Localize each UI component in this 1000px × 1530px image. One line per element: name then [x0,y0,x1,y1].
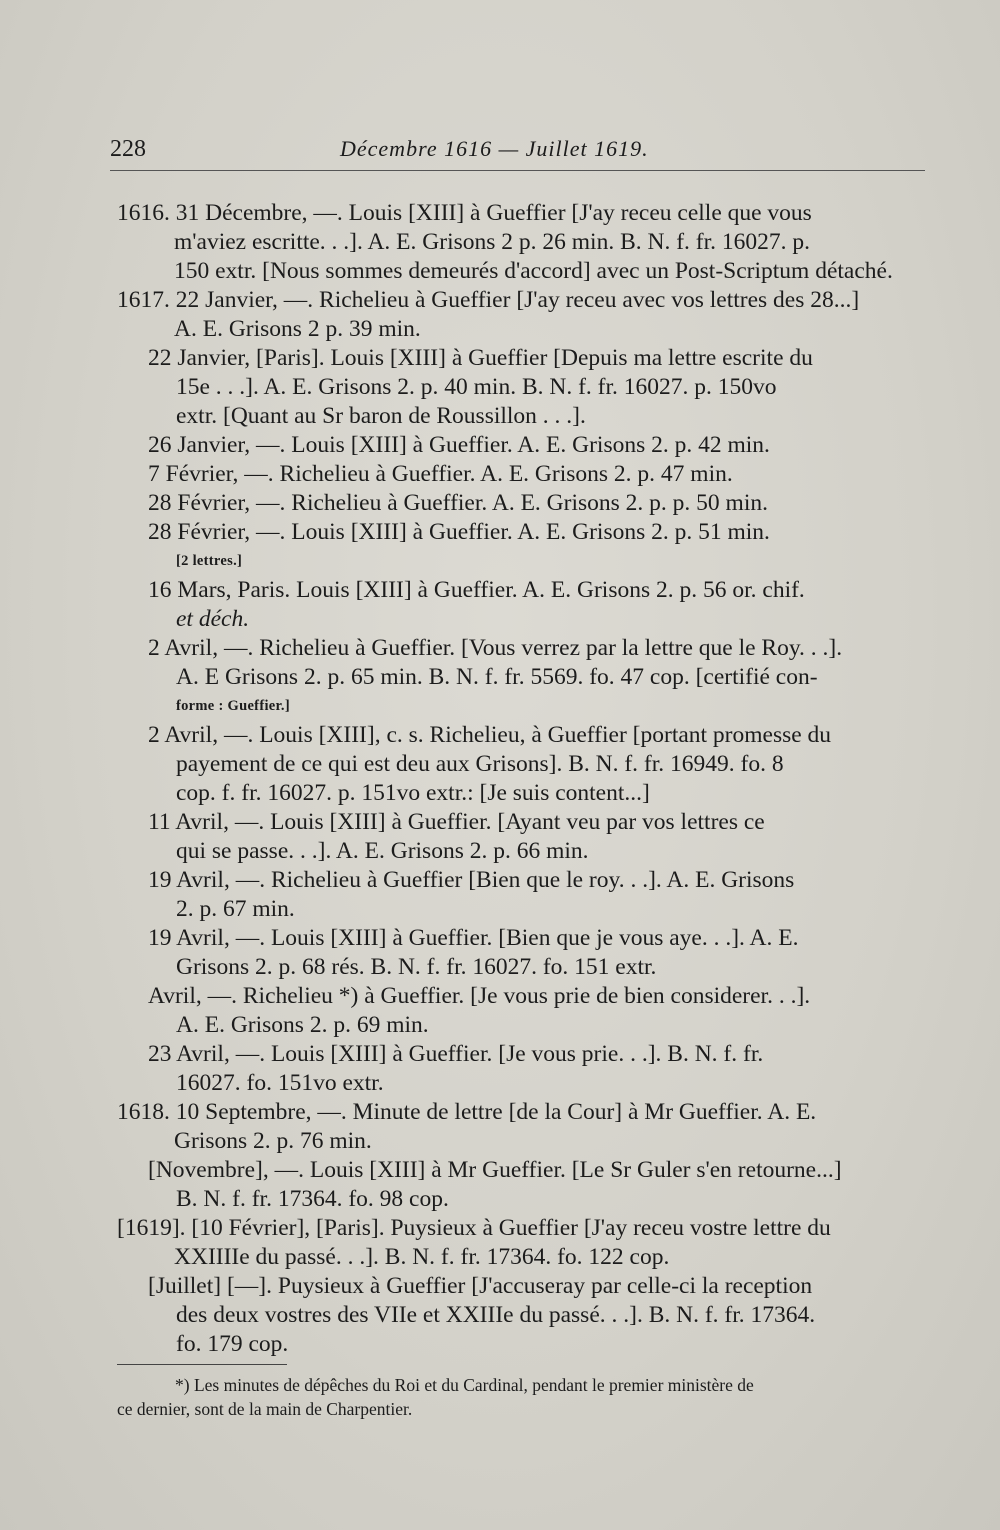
entry-1617-01-26 [0,431,1000,460]
entry-line: 1618. 10 Septembre, —. Minute de lettre [de la Cour] à Mr Gueffier. A. E. [117,1099,817,1125]
entry-1617-01-22 [0,286,1000,344]
entry-line: 150 extr. [Nous sommes demeurés d'accord] avec un Post-Scriptum détaché. [174,258,893,284]
entry-line: 23 Avril, —. Louis [XIII] à Gueffier. [Je vous prie. . .]. B. N. f. fr. [148,1041,764,1067]
entry-line: et déch. [176,606,250,632]
entry-1617-04-19-louis [0,924,1000,982]
entry-line: fo. 179 cop. [176,1331,289,1357]
entry-line: A. E. Grisons 2. p. 69 min. [176,1012,429,1038]
entry-line: A. E. Grisons 2 p. 39 min. [174,316,421,342]
entry-line: payement de ce qui est deu aux Grisons]. B. N. f. fr. 16949. fo. 8 [176,751,784,777]
running-title: Décembre 1616 — Juillet 1619. [340,136,649,161]
entry-line: 28 Février, —. Richelieu à Gueffier. A. E. Grisons 2. p. p. 50 min. [148,490,768,516]
entry-line: m'aviez escritte. . .]. A. E. Grisons 2 p. 26 min. B. N. f. fr. 16027. p. [174,229,811,255]
entry-line: Grisons 2. p. 68 rés. B. N. f. fr. 16027. fo. 151 extr. [176,954,657,980]
entry-line: des deux vostres des VIIe et XXIIIe du passé. . .]. B. N. f. fr. 17364. [176,1302,816,1328]
header-rule [110,170,925,171]
entry-line: [Novembre], —. Louis [XIII] à Mr Gueffier. [Le Sr Guler s'en retourne...] [148,1157,842,1183]
entry-line: 11 Avril, —. Louis [XIII] à Gueffier. [Ayant veu par vos lettres ce [148,809,765,835]
entry-1619-02-10 [0,1214,1000,1272]
entry-line: 16 Mars, Paris. Louis [XIII] à Gueffier. A. E. Grisons 2. p. 56 or. chif. [148,577,805,603]
entry-1619-07 [0,1272,1000,1359]
entry-line: 1617. 22 Janvier, —. Richelieu à Gueffier [J'ay receu avec vos lettres des 28...] [117,287,860,313]
entry-1617-02-07 [0,460,1000,489]
entry-line: [1619]. [10 Février], [Paris]. Puysieux à Gueffier [J'ay receu vostre lettre du [117,1215,831,1241]
entry-line: 1616. 31 Décembre, —. Louis [XIII] à Gueffier [J'ay receu celle que vous [117,200,812,226]
entry-line: 26 Janvier, —. Louis [XIII] à Gueffier. A. E. Grisons 2. p. 42 min. [148,432,770,458]
entry-line: 15e . . .]. A. E. Grisons 2. p. 40 min. B. N. f. fr. 16027. p. 150vo [176,374,777,400]
entry-1617-04-avril [0,982,1000,1040]
entry-line: 7 Février, —. Richelieu à Gueffier. A. E. Grisons 2. p. 47 min. [148,461,733,487]
entry-line: 19 Avril, —. Louis [XIII] à Gueffier. [Bien que je vous aye. . .]. A. E. [148,925,799,951]
entry-line: [Juillet] [—]. Puysieux à Gueffier [J'accuseray par celle-ci la reception [148,1273,813,1299]
entry-1618-11 [0,1156,1000,1214]
entry-1617-02-28-louis [0,518,1000,576]
footnote-line: *) Les minutes de dépêches du Roi et du Cardinal, pendant le premier ministère de [175,1375,754,1395]
entry-1616-12-31 [0,199,1000,286]
entry-line: XXIIIIe du passé. . .]. B. N. f. fr. 17364. fo. 122 cop. [174,1244,670,1270]
entry-1617-04-19-richelieu [0,866,1000,924]
entry-1617-02-28-richelieu [0,489,1000,518]
entry-line: cop. f. fr. 16027. p. 151vo extr.: [Je suis content...] [176,780,650,806]
entry-1617-04-23 [0,1040,1000,1098]
entry-line: 2. p. 67 min. [176,896,295,922]
entry-line: qui se passe. . .]. A. E. Grisons 2. p. 66 min. [176,838,589,864]
entry-line: 22 Janvier, [Paris]. Louis [XIII] à Gueffier [Depuis ma lettre escrite du [148,345,813,371]
entry-line: 28 Février, —. Louis [XIII] à Gueffier. A. E. Grisons 2. p. 51 min. [148,519,770,545]
entry-line: 2 Avril, —. Richelieu à Gueffier. [Vous verrez par la lettre que le Roy. . .]. [148,635,843,661]
entry-line: 16027. fo. 151vo extr. [176,1070,384,1096]
entry-line: A. E Grisons 2. p. 65 min. B. N. f. fr. 5569. fo. 47 cop. [certifié con- [176,664,818,690]
entry-note: [2 lettres.] [176,553,243,569]
entry-list [0,199,1000,1359]
footnote [117,1373,932,1421]
entry-line: 2 Avril, —. Louis [XIII], c. s. Richelieu, à Gueffier [portant promesse du [148,722,832,748]
entry-note: forme : Gueffier.] [176,698,290,714]
entry-line: Grisons 2. p. 76 min. [174,1128,372,1154]
footnote-rule [117,1364,287,1365]
entry-1617-03-16 [0,576,1000,634]
page-number: 228 [110,136,146,162]
page-header [110,136,925,170]
entry-line: extr. [Quant au Sr baron de Roussillon . . .]. [176,403,586,429]
entry-1617-04-11 [0,808,1000,866]
entry-line: 19 Avril, —. Richelieu à Gueffier [Bien que le roy. . .]. A. E. Grisons [148,867,795,893]
entry-1617-04-02-richelieu [0,634,1000,721]
entry-line: Avril, —. Richelieu *) à Gueffier. [Je vous prie de bien considerer. . .]. [148,983,811,1009]
entry-line: B. N. f. fr. 17364. fo. 98 cop. [176,1186,449,1212]
footnote-line: ce dernier, sont de la main de Charpentier. [117,1399,413,1419]
entry-1617-04-02-louis [0,721,1000,808]
entry-1617-01-22-paris [0,344,1000,431]
entry-1618-09-10 [0,1098,1000,1156]
